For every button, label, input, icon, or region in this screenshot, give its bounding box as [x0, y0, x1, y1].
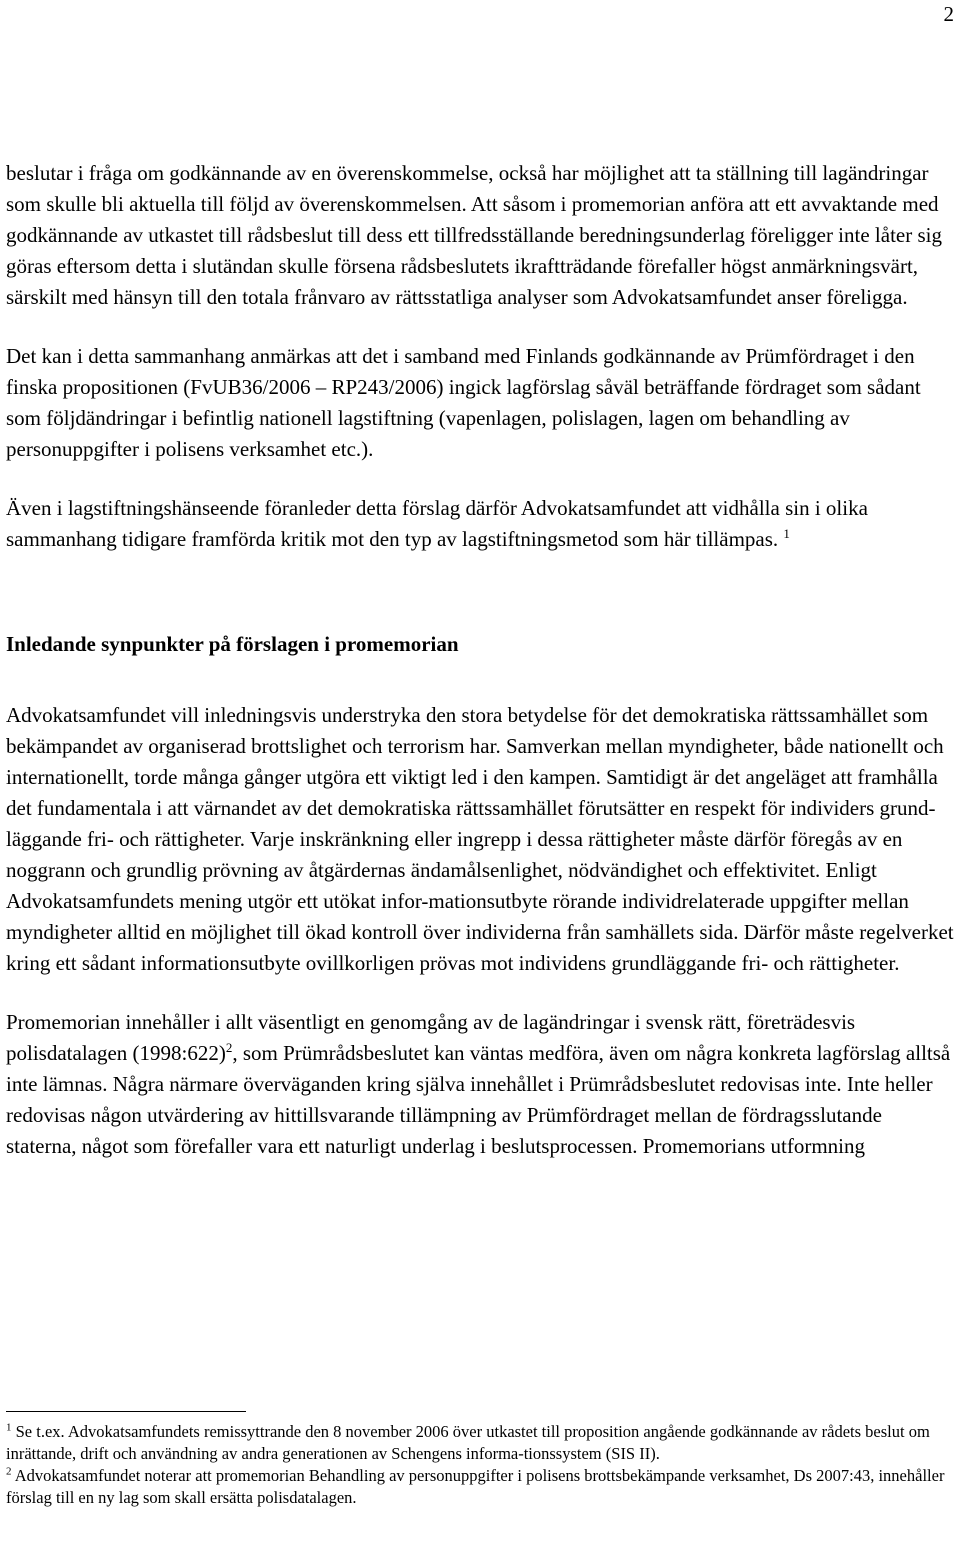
- footnotes: [6, 1421, 951, 1509]
- footnote-1-number: 1: [6, 1421, 12, 1434]
- footnote-2-number: 2: [6, 1465, 12, 1478]
- paragraph-2: Det kan i detta sammanhang anmärkas att det i samband med Finlands godkännande av Prümfördraget i den finska propositionen (FvUB36/2006 – RP243/2006) ingick lagförslag såväl beträffande fördraget som sådant som följdändringar i befintlig nationell lagstiftning (vapenlagen, polislagen, lagen om behandling av personuppgifter i polisens verksamhet etc.).: [6, 344, 921, 461]
- footnote-1: [6, 1421, 951, 1465]
- paragraph-3: [6, 493, 956, 555]
- footnote-ref-1: 1: [783, 526, 790, 541]
- paragraph-3-text: Även i lagstiftningshänseende föranleder detta förslag därför Advokatsamfundet att vidhålla sin i olika sammanhang tidigare framförda kritik mot den typ av lagstiftningsmetod som här tillämpas.: [6, 496, 868, 551]
- footnote-1-text: Se t.ex. Advokatsamfundets remissyttrande den 8 november 2006 över utkastet till proposition angående godkännande av rådets beslut om inrättande, drift och användning av andra generationen av Schengens informa-tionssystem (SIS II).: [6, 1422, 930, 1463]
- paragraph-5: [6, 1007, 956, 1162]
- footnote-separator: [6, 1411, 246, 1412]
- paragraph-4: Advokatsamfundet vill inledningsvis understryka den stora betydelse för det demokratiska rättssamhället som bekämpandet av organiserad brottslighet och terrorism har. Samverkan mellan myndigheter, både nationellt och internationellt, torde många gånger utgöra ett viktigt led i den kampen. Samtidigt är det angeläget att framhålla det fundamentala i att värnandet av det demokratiska rättssamhället förutsätter en respekt för individers grund-läggande fri- och rättigheter. Varje inskränkning eller ingrepp i dessa rättigheter måste därför föregås av en noggrann och grundlig prövning av åtgärdernas ändamålsenlighet, nödvändighet och effektivitet. Enligt Advokatsamfundets mening utgör ett utökat infor-mationsutbyte rörande individrelaterade uppgifter mellan myndigheter alltid en möjlighet till ökad kontroll över individerna från samhällets sida. Därför måste regelverket kring ett sådant informationsutbyte ovillkorligen prövas mot individens grundläggande fri- och rättigheter.: [6, 703, 954, 975]
- page-number: 2: [943, 2, 954, 26]
- footnote-2: [6, 1465, 951, 1509]
- section-heading: Inledande synpunkter på förslagen i promemorian: [6, 632, 459, 656]
- footnote-2-text: Advokatsamfundet noterar att promemorian Behandling av personuppgifter i polisens brottsbekämpande verksamhet, Ds 2007:43, innehåller förslag till en ny lag som skall ersätta polisdatalagen.: [6, 1466, 945, 1507]
- document-body: [6, 158, 956, 1190]
- paragraph-1: beslutar i fråga om godkännande av en överenskommelse, också har möjlighet att ta ställning till lagändringar som skulle bli aktuella till följd av överenskommelsen. Att såsom i promemorian anföra att ett avvaktande med godkännande av utkastet till rådsbeslut till dess ett tillfredsställande beredningsunderlag föreligger inte låter sig göras eftersom detta i slutändan skulle försena rådsbeslutets ikraftträdande förefaller högst anmärkningsvärt, särskilt med hänsyn till den totala frånvaro av rättsstatliga analyser som Advokatsamfundet anser föreligga.: [6, 161, 942, 309]
- paragraph-5-text-a: Promemorian innehåller i allt väsentligt en genomgång av de lagändringar i svensk rätt, företrädesvis polisdatalagen (1998:622): [6, 1010, 856, 1065]
- paragraph-5-text-b: , som Prümrådsbeslutet kan väntas medföra, även om några konkreta lagförslag alltså inte lämnas. Några närmare överväganden kring själva innehållet i Prümrådsbeslutet redovisas inte. Inte heller redovisas någon utvärdering av hittillsvarande tillämpning av Prümfördraget mellan de fördragsslutande staterna, något som förefaller vara ett naturligt underlag i beslutsprocessen. Promemorians utformning: [6, 1041, 951, 1158]
- footnote-ref-2: 2: [225, 1040, 233, 1055]
